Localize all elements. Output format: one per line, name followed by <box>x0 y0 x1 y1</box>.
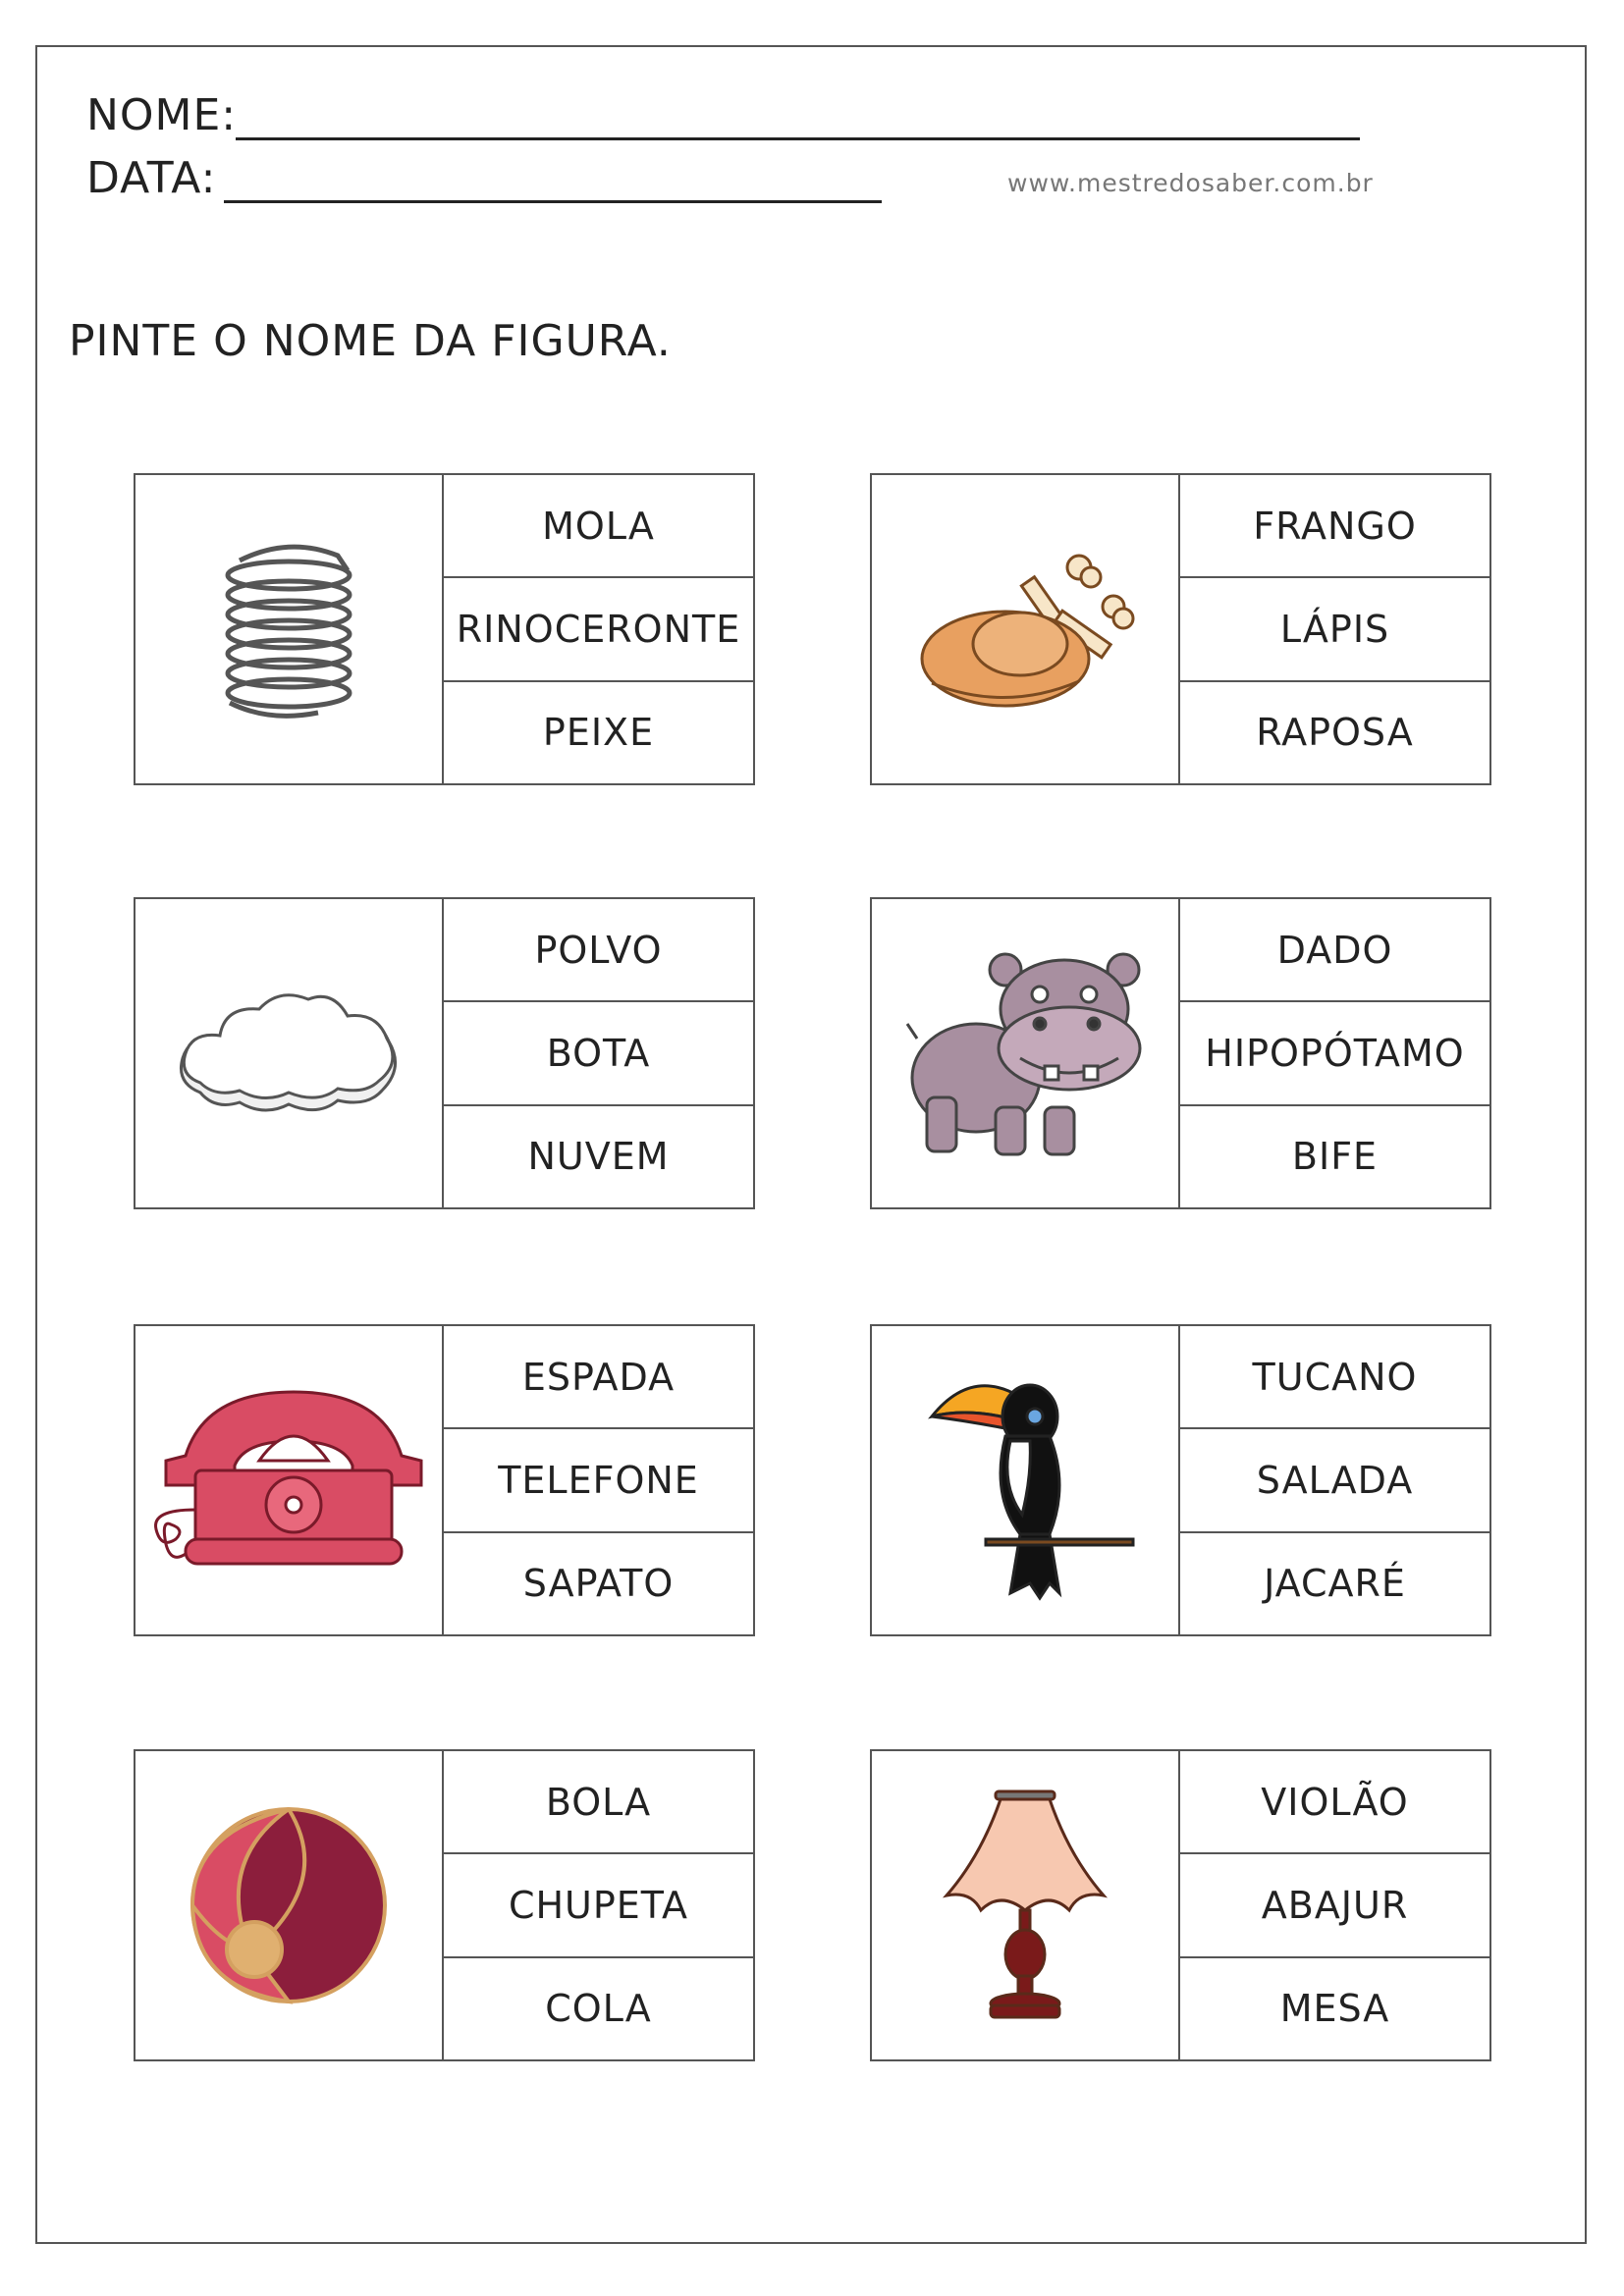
exercise-card-spring <box>134 473 755 785</box>
website-url: www.mestredosaber.com.br <box>1007 169 1374 197</box>
chicken-image <box>912 546 1138 713</box>
name-input-line[interactable] <box>236 98 1360 140</box>
toucan-image <box>912 1348 1138 1613</box>
option-bota[interactable]: BOTA <box>444 1000 755 1105</box>
option-dado[interactable]: DADO <box>1180 897 1491 1002</box>
option-bife[interactable]: BIFE <box>1180 1104 1491 1209</box>
option-chupeta[interactable]: CHUPETA <box>444 1852 755 1957</box>
exercise-card-cloud <box>134 897 755 1209</box>
option-hipopotamo[interactable]: HIPOPÓTAMO <box>1180 1000 1491 1105</box>
exercise-card-lamp <box>870 1749 1491 2061</box>
option-raposa[interactable]: RAPOSA <box>1180 680 1491 785</box>
instruction-text: PINTE O NOME DA FIGURA. <box>69 316 672 366</box>
picture-cell <box>870 473 1180 785</box>
option-telefone[interactable]: TELEFONE <box>444 1427 755 1532</box>
option-nuvem[interactable]: NUVEM <box>444 1104 755 1209</box>
options-list <box>444 473 755 785</box>
options-list <box>1180 1324 1491 1636</box>
hippo-image <box>897 940 1153 1166</box>
option-mola[interactable]: MOLA <box>444 473 755 578</box>
option-peixe[interactable]: PEIXE <box>444 680 755 785</box>
option-salada[interactable]: SALADA <box>1180 1427 1491 1532</box>
option-tucano[interactable]: TUCANO <box>1180 1324 1491 1429</box>
options-list <box>444 1749 755 2061</box>
options-list <box>444 1324 755 1636</box>
picture-cell <box>870 1749 1180 2061</box>
options-list <box>444 897 755 1209</box>
exercise-card-toucan <box>870 1324 1491 1636</box>
date-label: DATA: <box>86 153 217 203</box>
picture-cell <box>134 1324 444 1636</box>
telephone-image <box>146 1382 431 1578</box>
spring-image <box>210 531 367 727</box>
exercise-card-chicken <box>870 473 1491 785</box>
picture-cell <box>134 1749 444 2061</box>
option-rinoceronte[interactable]: RINOCERONTE <box>444 576 755 681</box>
exercise-card-telephone <box>134 1324 755 1636</box>
option-bola[interactable]: BOLA <box>444 1749 755 1854</box>
picture-cell <box>870 897 1180 1209</box>
picture-cell <box>870 1324 1180 1636</box>
option-polvo[interactable]: POLVO <box>444 897 755 1002</box>
ball-image <box>186 1802 392 2008</box>
option-sapato[interactable]: SAPATO <box>444 1531 755 1636</box>
option-cola[interactable]: COLA <box>444 1956 755 2061</box>
option-jacare[interactable]: JACARÉ <box>1180 1531 1491 1636</box>
options-list <box>1180 897 1491 1209</box>
option-mesa[interactable]: MESA <box>1180 1956 1491 2061</box>
date-input-line[interactable] <box>224 161 882 203</box>
option-violao[interactable]: VIOLÃO <box>1180 1749 1491 1854</box>
option-frango[interactable]: FRANGO <box>1180 473 1491 578</box>
name-label: NOME: <box>86 90 238 140</box>
picture-cell <box>134 473 444 785</box>
option-espada[interactable]: ESPADA <box>444 1324 755 1429</box>
cloud-image <box>171 985 406 1122</box>
exercise-card-ball <box>134 1749 755 2061</box>
picture-cell <box>134 897 444 1209</box>
options-list <box>1180 1749 1491 2061</box>
option-abajur[interactable]: ABAJUR <box>1180 1852 1491 1957</box>
lamp-image <box>932 1788 1118 2023</box>
option-lapis[interactable]: LÁPIS <box>1180 576 1491 681</box>
options-list <box>1180 473 1491 785</box>
exercise-card-hippo <box>870 897 1491 1209</box>
